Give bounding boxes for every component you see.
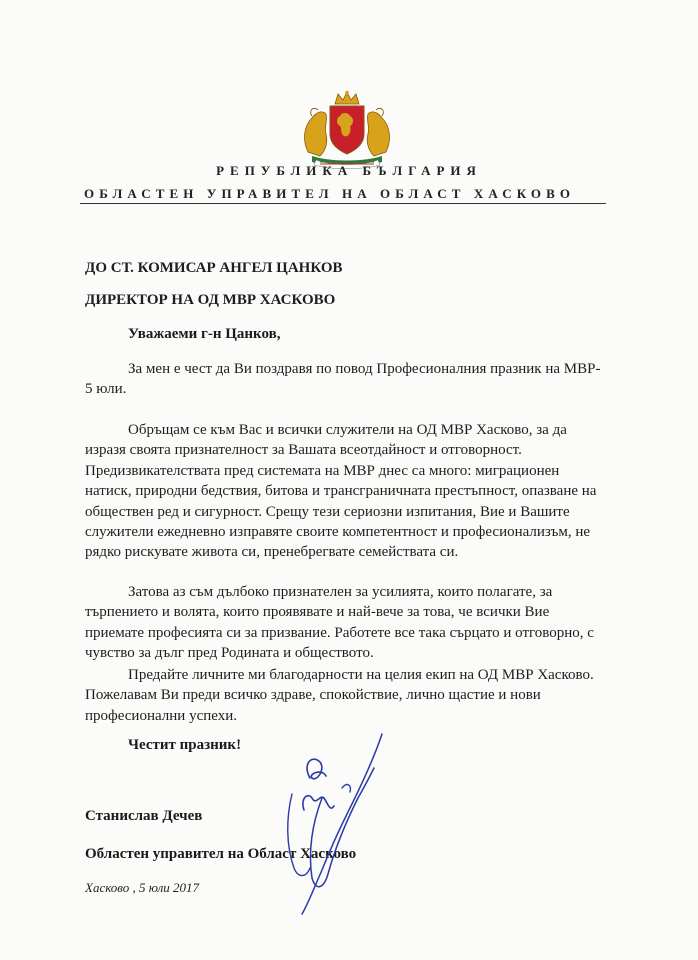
paragraph-2: Обръщам се към Вас и всички служители на ОД МВР Хасково, за да изразя своята признателност за Вашата всеотдайност и отговорност. Предизвикателствата пред системата на МВР днес са много: миграционен натиск, природни бедствия, битова и трансграничната престъпност, опазване на обществен ред и сигурност. Срещу тези сериозни изпитания, Вие и Вашите служители ежедневно изправяте своите компетентност и професионализъм, не рядко рискувате живота си, пренебрегвате семействата си. (85, 422, 597, 561)
country-title: РЕПУБЛИКА БЪЛГАРИЯ (216, 163, 482, 178)
paragraph-4: Предайте личните ми благодарности на целия екип на ОД МВР Хасково. Пожелавам Ви преди всичко здраве, спокойствие, лично щастие и нови професионални успехи. (85, 667, 594, 724)
closing-greeting: Честит празник! (128, 737, 242, 753)
addressee-name: ДО СТ. КОМИСАР АНГЕЛ ЦАНКОВ (85, 260, 343, 276)
bulgarian-coat-of-arms-icon (290, 90, 404, 170)
paragraph-3: Затова аз съм дълбоко признателен за усилията, които полагате, за търпението и волята, които проявявате и най-вече за това, че всички Вие приемате професията си за призвание. Работете все така сърцато и отговорно, с чувство за дълг пред Родината и обществото. (85, 584, 594, 662)
addressee-position: ДИРЕКТОР НА ОД МВР ХАСКОВО (85, 292, 336, 308)
place-and-date: Хасково , 5 юли 2017 (85, 880, 200, 895)
header-divider (80, 203, 606, 204)
salutation: Уважаеми г-н Цанков, (128, 326, 281, 342)
signatory-title: Областен управител на Област Хасково (85, 846, 357, 862)
office-title: ОБЛАСТЕН УПРАВИТЕЛ НА ОБЛАСТ ХАСКОВО (84, 186, 576, 201)
handwritten-signature-icon (282, 728, 402, 918)
signatory-name: Станислав Дечев (85, 808, 203, 824)
paragraph-1: За мен е чест да Ви поздравя по повод Професионалния празник на МВР- 5 юли. (85, 361, 601, 398)
